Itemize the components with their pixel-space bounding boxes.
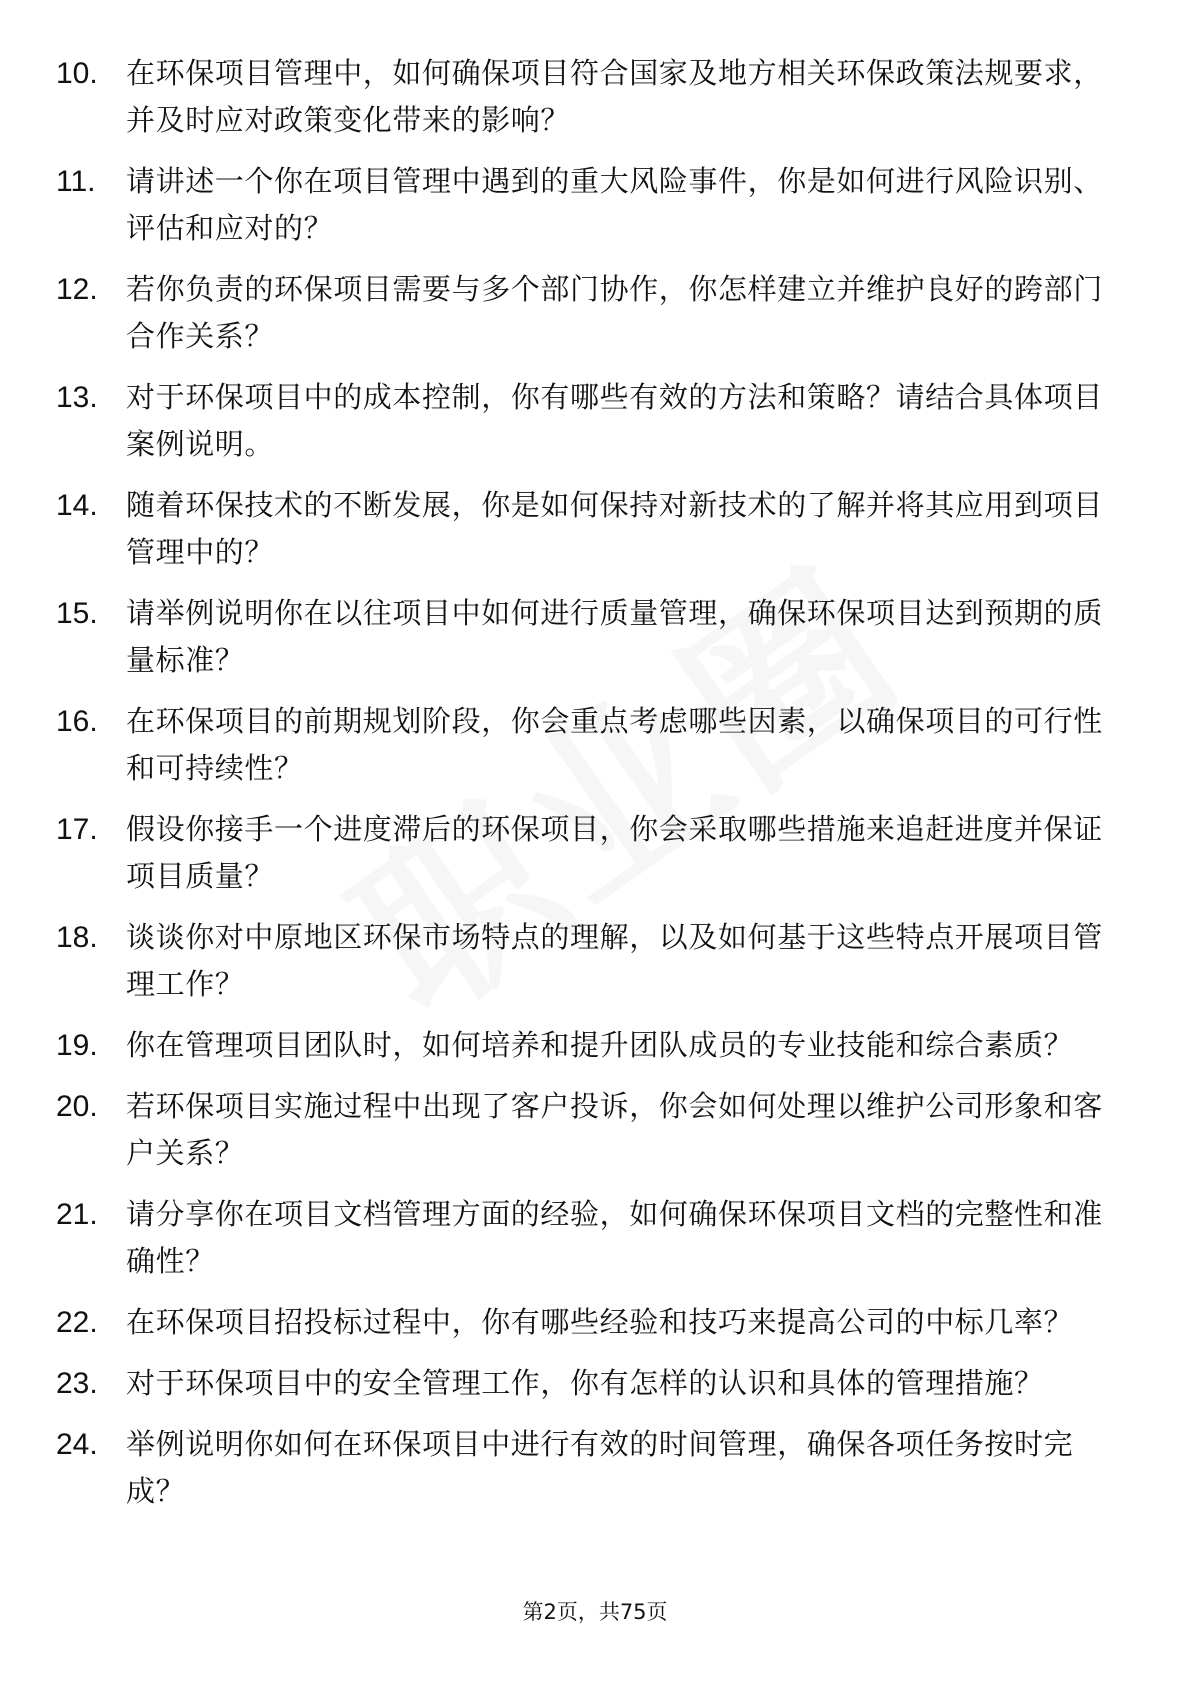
page-footer <box>0 1596 1190 1626</box>
question-number: 21. <box>56 1198 98 1231</box>
question-text: 在环保项目招投标过程中，你有哪些经验和技巧来提高公司的中标几率？ <box>126 1305 1074 1339</box>
question-item <box>56 482 1116 576</box>
page-number-label: 第2页，共75页 <box>522 1600 668 1624</box>
question-item <box>56 914 1116 1008</box>
question-text: 在环保项目的前期规划阶段，你会重点考虑哪些因素，以确保项目的可行性和可持续性？ <box>126 704 1103 785</box>
question-item <box>56 158 1116 252</box>
question-number: 10. <box>56 57 98 90</box>
question-text: 若你负责的环保项目需要与多个部门协作，你怎样建立并维护良好的跨部门合作关系？ <box>126 272 1103 353</box>
question-number: 16. <box>56 705 98 738</box>
question-item <box>56 1022 1116 1069</box>
question-number: 12. <box>56 273 98 306</box>
question-item <box>56 1299 1116 1346</box>
question-number: 15. <box>56 597 98 630</box>
question-text: 请举例说明你在以往项目中如何进行质量管理，确保环保项目达到预期的质量标准？ <box>126 596 1103 677</box>
question-text: 举例说明你如何在环保项目中进行有效的时间管理，确保各项任务按时完成？ <box>126 1427 1074 1508</box>
question-text: 对于环保项目中的成本控制，你有哪些有效的方法和策略？请结合具体项目案例说明。 <box>126 380 1103 461</box>
question-text: 随着环保技术的不断发展，你是如何保持对新技术的了解并将其应用到项目管理中的？ <box>126 488 1103 569</box>
question-number: 13. <box>56 381 98 414</box>
question-text: 对于环保项目中的安全管理工作，你有怎样的认识和具体的管理措施？ <box>126 1366 1044 1400</box>
question-item <box>56 698 1116 792</box>
question-item <box>56 590 1116 684</box>
question-text: 你在管理项目团队时，如何培养和提升团队成员的专业技能和综合素质？ <box>126 1028 1074 1062</box>
question-list <box>56 50 1116 1529</box>
question-text: 请分享你在项目文档管理方面的经验，如何确保环保项目文档的完整性和准确性？ <box>126 1197 1103 1278</box>
question-item <box>56 1083 1116 1177</box>
question-text: 若环保项目实施过程中出现了客户投诉，你会如何处理以维护公司形象和客户关系？ <box>126 1089 1103 1170</box>
question-number: 18. <box>56 921 98 954</box>
question-item <box>56 1191 1116 1285</box>
question-number: 24. <box>56 1428 98 1461</box>
question-number: 11. <box>56 165 96 198</box>
question-item <box>56 1360 1116 1407</box>
question-text: 谈谈你对中原地区环保市场特点的理解，以及如何基于这些特点开展项目管理工作？ <box>126 920 1103 1001</box>
question-number: 19. <box>56 1029 98 1062</box>
question-item <box>56 266 1116 360</box>
question-number: 22. <box>56 1306 98 1339</box>
question-number: 23. <box>56 1367 98 1400</box>
question-item <box>56 1421 1116 1515</box>
question-item <box>56 50 1116 144</box>
question-number: 20. <box>56 1090 98 1123</box>
question-item <box>56 374 1116 468</box>
question-text: 在环保项目管理中，如何确保项目符合国家及地方相关环保政策法规要求，并及时应对政策变化带来的影响？ <box>126 56 1103 137</box>
question-number: 17. <box>56 813 98 846</box>
question-number: 14. <box>56 489 98 522</box>
question-text: 假设你接手一个进度滞后的环保项目，你会采取哪些措施来追赶进度并保证项目质量？ <box>126 812 1103 893</box>
question-text: 请讲述一个你在项目管理中遇到的重大风险事件，你是如何进行风险识别、评估和应对的？ <box>126 164 1103 245</box>
question-item <box>56 806 1116 900</box>
